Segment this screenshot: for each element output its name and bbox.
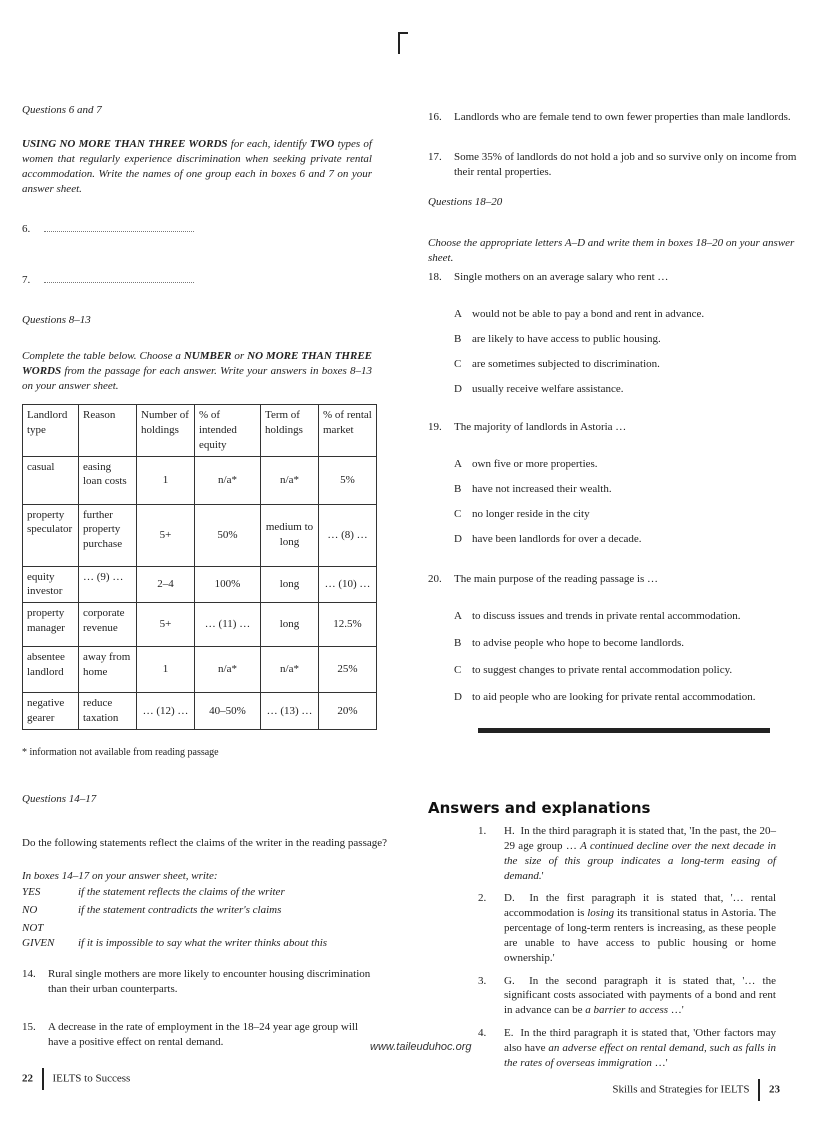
table-cell: … (8) … bbox=[319, 504, 377, 566]
q1820-instructions: Choose the appropriate letters A–D and write them in boxes 18–20 on your answer sheet. bbox=[428, 237, 795, 264]
table-header: Term of holdings bbox=[261, 405, 319, 457]
table-row bbox=[23, 504, 377, 566]
table-row bbox=[23, 647, 377, 693]
footer-bar bbox=[42, 1068, 44, 1090]
table-header: Reason bbox=[79, 405, 137, 457]
option-item: B have not increased their wealth. bbox=[454, 482, 612, 495]
answer-item: 1. H. In the third paragraph it is stated that, 'In the past, the 20–29 age group … A continued decline over the next decade in the size of this group indicates a long-term easing of demand.' bbox=[478, 825, 777, 882]
q1417-heading: Questions 14–17 bbox=[22, 793, 97, 805]
table-header: Number of holdings bbox=[137, 405, 195, 457]
answer-blank bbox=[44, 222, 194, 232]
question-17: 17. Some 35% of landlords do not hold a job and so survive only on income from their rental properties. bbox=[428, 151, 797, 178]
option-item: C are sometimes subjected to discrimination. bbox=[454, 357, 660, 370]
option-item: A own five or more properties. bbox=[454, 458, 598, 470]
question-19: 19. The majority of landlords in Astoria … bbox=[428, 421, 627, 433]
q18-options bbox=[428, 307, 800, 396]
table-cell: 100% bbox=[195, 566, 261, 603]
table-cell: corporate revenue bbox=[79, 603, 137, 647]
option-item: D have been landlords for over a decade. bbox=[454, 532, 642, 545]
option-item: B are likely to have access to public housing. bbox=[454, 332, 661, 345]
crop-mark bbox=[398, 32, 400, 54]
answer-key-list bbox=[22, 885, 327, 950]
left-footer bbox=[22, 1068, 130, 1090]
table-cell: casual bbox=[23, 456, 79, 504]
table-cell: … (11) … bbox=[195, 603, 261, 647]
page-number: 22 bbox=[22, 1072, 33, 1085]
section-divider bbox=[478, 728, 770, 733]
q813-instructions: Complete the table below. Choose a NUMBER or NO MORE THAN THREE WORDS from the passage for each answer. Write your answers in boxes 8–13 on your answer sheet. bbox=[22, 350, 373, 392]
right-footer bbox=[612, 1079, 780, 1101]
q1820-heading: Questions 18–20 bbox=[428, 196, 503, 208]
instr-emphasis: TWO bbox=[309, 138, 335, 150]
table-cell: reduce taxation bbox=[79, 693, 137, 730]
option-item: D usually receive welfare assistance. bbox=[454, 382, 624, 395]
footer-title: IELTS to Success bbox=[52, 1072, 131, 1085]
table-cell: equity investor bbox=[23, 566, 79, 603]
table-header: % of rental market bbox=[319, 405, 377, 457]
table-row bbox=[23, 693, 377, 730]
table-cell: property manager bbox=[23, 603, 79, 647]
answer-blank bbox=[44, 273, 194, 283]
table-cell: n/a* bbox=[195, 647, 261, 693]
table-header: Landlord type bbox=[23, 405, 79, 457]
table-cell: … (13) … bbox=[261, 693, 319, 730]
q6-line: 6. bbox=[22, 222, 194, 237]
table-cell: 40–50% bbox=[195, 693, 261, 730]
q1417-question: Do the following statements reflect the claims of the writer in the reading passage? bbox=[22, 837, 388, 849]
table-cell: 5+ bbox=[137, 504, 195, 566]
table-cell: further property purchase bbox=[79, 504, 137, 566]
question-15: 15. A decrease in the rate of employment in the 18–24 year age group will have a positive effect on rental demand. bbox=[22, 1021, 359, 1048]
table-header: % of intended equity bbox=[195, 405, 261, 457]
answer-item: 4. E. In the third paragraph it is stated that, 'Other factors may also have an adverse effect on rental demand, such as falls in the rates of overseas immigration …' bbox=[478, 1027, 777, 1069]
table-cell: n/a* bbox=[195, 456, 261, 504]
table-row bbox=[23, 566, 377, 603]
landlord-table-wrap bbox=[22, 404, 377, 730]
table-cell: away from home bbox=[79, 647, 137, 693]
table-cell: easing loan costs bbox=[79, 456, 137, 504]
question-16: 16. Landlords who are female tend to own fewer properties than male landlords. bbox=[428, 111, 791, 123]
table-cell: 50% bbox=[195, 504, 261, 566]
answer-item: 3. G. In the second paragraph it is stated that, '… the significant costs associated with payments of a bond and rent in advance can be a barrier to access …' bbox=[478, 974, 776, 1017]
answer-key-item: YES if the statement reflects the claims of the writer bbox=[22, 886, 285, 898]
option-item: C no longer reside in the city bbox=[454, 507, 590, 520]
option-item: A would not be able to pay a bond and rent in advance. bbox=[454, 308, 705, 320]
q813-heading: Questions 8–13 bbox=[22, 314, 91, 326]
watermark-url: www.taileuduhoc.org bbox=[370, 1041, 472, 1053]
q20-options bbox=[428, 609, 800, 704]
table-cell: 25% bbox=[319, 647, 377, 693]
table-cell: negative gearer bbox=[23, 693, 79, 730]
table-footnote: * information not available from reading passage bbox=[22, 747, 219, 758]
option-item: D to aid people who are looking for private rental accommodation. bbox=[454, 690, 756, 703]
table-cell: 12.5% bbox=[319, 603, 377, 647]
table-cell: 2–4 bbox=[137, 566, 195, 603]
table-row bbox=[23, 603, 377, 647]
table-cell: 1 bbox=[137, 456, 195, 504]
q67-instructions: USING NO MORE THAN THREE WORDS for each, identify TWO types of women that regularly experience discrimination when seeking private rental accommodation. Write the names of one group each in boxes 6 and 7 on your answer sheet. bbox=[22, 138, 372, 195]
table-cell: absentee landlord bbox=[23, 647, 79, 693]
answers-heading: Answers and explanations bbox=[428, 799, 651, 817]
table-cell: medium to long bbox=[261, 504, 319, 566]
q67-heading: Questions 6 and 7 bbox=[22, 104, 102, 116]
page-number: 23 bbox=[769, 1083, 780, 1096]
option-item: A to discuss issues and trends in private rental accommodation. bbox=[454, 610, 741, 622]
table-cell: long bbox=[261, 566, 319, 603]
instr-emphasis: USING NO MORE THAN THREE WORDS bbox=[22, 138, 228, 150]
question-14: 14. Rural single mothers are more likely to encounter housing discrimination than their urban counterparts. bbox=[22, 968, 371, 995]
table-cell: 5% bbox=[319, 456, 377, 504]
q1417-instructions: In boxes 14–17 on your answer sheet, write: bbox=[22, 870, 218, 882]
table-cell: … (9) … bbox=[79, 566, 137, 603]
table-cell: long bbox=[261, 603, 319, 647]
answer-item: 2. D. In the first paragraph it is stated that, '… rental accommodation is losing its transitional status in Astoria. The percentage of long-term renters is increasing, as these people are unable to have access to public housing or home ownership.' bbox=[478, 892, 777, 964]
q7-line: 7. bbox=[22, 273, 194, 288]
table-cell: property speculator bbox=[23, 504, 79, 566]
option-item: C to suggest changes to private rental accommodation policy. bbox=[454, 663, 733, 676]
table-cell: n/a* bbox=[261, 456, 319, 504]
table-cell: n/a* bbox=[261, 647, 319, 693]
q19-options bbox=[428, 457, 800, 546]
landlord-table bbox=[22, 404, 377, 730]
crop-mark bbox=[398, 32, 408, 34]
table-cell: 5+ bbox=[137, 603, 195, 647]
table-header-row bbox=[23, 405, 377, 457]
table-cell: 1 bbox=[137, 647, 195, 693]
table-row bbox=[23, 456, 377, 504]
question-18: 18. Single mothers on an average salary who rent … bbox=[428, 271, 669, 283]
table-cell: … (10) … bbox=[319, 566, 377, 603]
answer-key-item: NO if the statement contradicts the writer's claims bbox=[22, 903, 282, 916]
table-cell: 20% bbox=[319, 693, 377, 730]
answers-list bbox=[478, 824, 776, 1071]
table-cell: … (12) … bbox=[137, 693, 195, 730]
question-20: 20. The main purpose of the reading passage is … bbox=[428, 573, 659, 585]
footer-title: Skills and Strategies for IELTS bbox=[612, 1083, 750, 1096]
option-item: B to advise people who hope to become landlords. bbox=[454, 636, 685, 649]
footer-bar bbox=[758, 1079, 760, 1101]
answer-key-item: NOT GIVEN if it is impossible to say what the writer thinks about this bbox=[22, 921, 328, 949]
